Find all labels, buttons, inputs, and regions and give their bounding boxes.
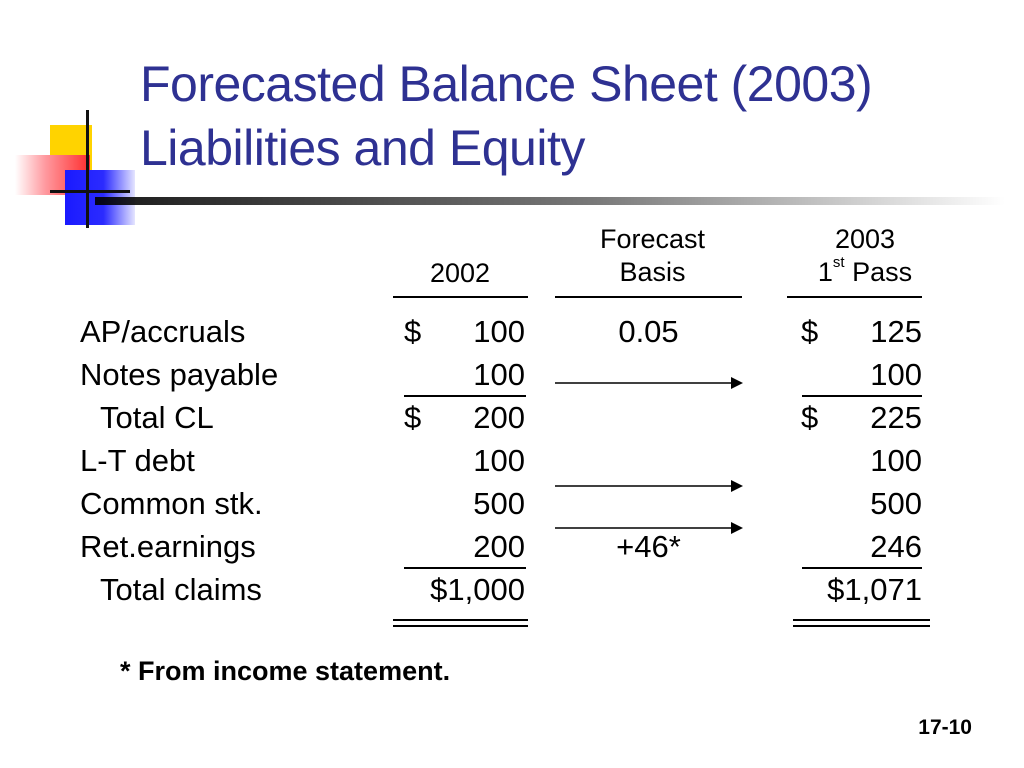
slide-title — [140, 52, 872, 180]
header-2003-line1: 2003 — [834, 224, 896, 254]
row-2003-value: $1,071 — [827, 572, 922, 607]
row-label-notes-payable: Notes payable — [80, 357, 279, 392]
row-label-ap-accruals: AP/accruals — [80, 314, 246, 349]
arrow-lt-debt — [555, 476, 745, 496]
header-forecast-line2: Basis — [619, 257, 686, 287]
row-2002-value: $1,000 — [430, 572, 525, 607]
total-double-underline-2003-bottom — [793, 625, 930, 627]
row-2003-value: 225 — [870, 400, 922, 435]
row-label-total-cl: Total CL — [100, 400, 214, 435]
row-2002-dollar: $ — [404, 314, 422, 349]
row-2003-value: 125 — [870, 314, 922, 349]
subtotal-underline-2003 — [802, 395, 922, 397]
header-2003-suffix: Pass — [844, 257, 913, 287]
arrow-notes-payable — [555, 373, 745, 393]
row-2002-value: 200 — [473, 529, 525, 564]
subtotal-underline-2002 — [404, 567, 526, 569]
decor-horizontal-line — [50, 190, 130, 193]
row-2003-dollar: $ — [801, 314, 819, 349]
subtotal-underline-2003 — [802, 567, 922, 569]
row-2003-dollar: $ — [801, 400, 819, 435]
row-2003-value: 500 — [870, 486, 922, 521]
row-label-retained-earnings: Ret.earnings — [80, 529, 256, 564]
page-number: 17-10 — [918, 716, 972, 739]
footnote: * From income statement. — [120, 656, 451, 686]
row-forecast-basis: 0.05 — [618, 314, 679, 349]
title-rule — [95, 197, 1005, 205]
row-2002-value: 100 — [473, 314, 525, 349]
header-2002: 2002 — [429, 258, 491, 288]
slide-title-line2: Liabilities and Equity — [140, 120, 585, 176]
slide-title-line1: Forecasted Balance Sheet (2003) — [140, 56, 873, 112]
header-underline-2003 — [787, 296, 922, 298]
row-2002-value: 100 — [473, 443, 525, 478]
header-underline-forecast — [555, 296, 742, 298]
row-2003-value: 100 — [870, 357, 922, 392]
row-label-common-stock: Common stk. — [80, 486, 263, 521]
row-2002-dollar: $ — [404, 400, 422, 435]
row-label-lt-debt: L-T debt — [80, 443, 195, 478]
header-2003-line2 — [785, 254, 945, 288]
header-2003-superscript: st — [832, 254, 845, 271]
row-2003-value: 246 — [870, 529, 922, 564]
arrow-common-stock — [555, 518, 745, 538]
row-label-total-claims: Total claims — [100, 572, 262, 607]
decor-vertical-line — [86, 110, 89, 228]
total-double-underline-2002-bottom — [393, 625, 528, 627]
header-underline-2002 — [393, 296, 528, 298]
row-forecast-basis: +46* — [616, 529, 681, 564]
total-double-underline-2003-top — [793, 619, 930, 621]
row-2003-value: 100 — [870, 443, 922, 478]
total-double-underline-2002-top — [393, 619, 528, 621]
row-2002-value: 500 — [473, 486, 525, 521]
row-2002-value: 100 — [473, 357, 525, 392]
header-2003-number: 1 — [817, 257, 833, 287]
header-forecast-line1: Forecast — [599, 224, 706, 254]
subtotal-underline-2002 — [404, 395, 526, 397]
row-2002-value: 200 — [473, 400, 525, 435]
